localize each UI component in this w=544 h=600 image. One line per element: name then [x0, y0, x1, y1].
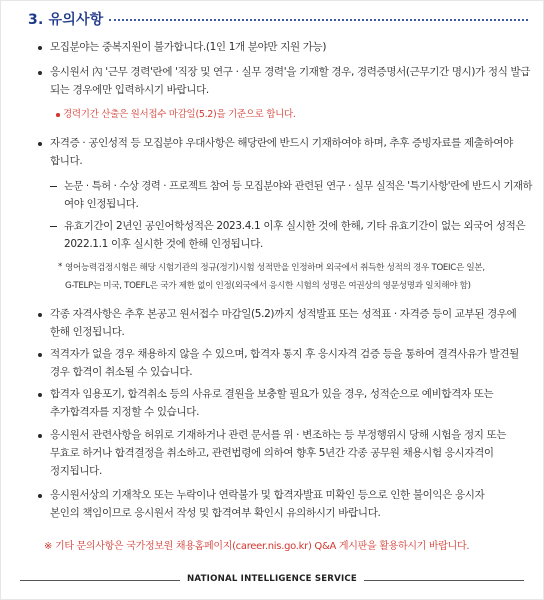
notice-item: 응시원서 內 '근무 경력'란에 '직장 및 연구 · 실무 경력'을 기재할 경우, 경력증명서(근무기간 명시)가 정식 발급 [50, 66, 531, 78]
sub-item: 유효기간이 2년인 공인어학성적은 2023.4.1 이후 실시한 것에 한해, 기타 유효기간이 없는 외국어 성적은 [64, 220, 526, 232]
bullet-icon [38, 393, 42, 397]
notice-item: 모집분야는 중복지원이 불가합니다.(1인 1개 분야만 지원 가능) [50, 41, 327, 53]
bullet-icon [38, 494, 42, 498]
notice-item: 자격증 · 공인성적 등 모집분야 우대사항은 해당란에 반드시 기재하여야 하며, 추후 증빙자료를 제출하여야 [50, 137, 513, 149]
notice-item-cont: 한해 인정됩니다. [50, 326, 125, 338]
notice-item-cont: 추가합격자를 지정할 수 있습니다. [50, 406, 200, 418]
bullet-icon [38, 142, 42, 146]
notice-item: 적격자가 없을 경우 채용하지 않을 수 있으며, 합격자 통지 후 응시자격 검증 등을 통하여 결격사유가 발견될 [50, 348, 519, 360]
sub-item-cont: 여야 인정됩니다. [64, 198, 139, 210]
bullet-icon [38, 353, 42, 357]
dash-icon [50, 226, 57, 227]
notice-item: 응시원서 관련사항을 허위로 기재하거나 관련 문서를 위 · 변조하는 등 부정행위시 당해 시험을 정지 또는 [50, 429, 507, 441]
notice-item: 응시원서상의 기재착오 또는 누락이나 연락불가 및 합격자발표 미확인 등으로 인한 불이익은 응시자 [50, 489, 485, 501]
note-bullet-icon [56, 113, 60, 117]
section-title: 3. 유의사항 [28, 12, 104, 28]
sub-item-cont: 2022.1.1 이후 실시한 것에 한해 인정됩니다. [64, 238, 263, 250]
english-test-note: 영어능력검정시험은 해당 시험기관의 정규(정기)시험 성적만을 인정하며 외국에서 취득한 성적의 경우 TOEIC은 일본, [65, 263, 485, 273]
sub-item: 논문 · 특허 · 수상 경력 · 프로젝트 참여 등 모집분야와 관련된 연구 · 실무 실적은 '특기사항'란에 반드시 기재하 [64, 180, 533, 192]
career-period-note: 경력기간 산출은 원서접수 마감일(5.2)을 기준으로 합니다. [63, 109, 296, 120]
notice-item-cont: 경우 합격이 취소될 수 있습니다. [50, 366, 193, 378]
english-test-note-cont: G-TELP는 미국, TOEFL은 국가 제한 없이 인정(외국에서 응시한 시험의 성명은 여권상의 영문성명과 일치해야 함) [65, 281, 471, 291]
notice-item-cont: 정지됩니다. [50, 465, 102, 477]
bullet-icon [38, 71, 42, 75]
notice-item-cont: 본인의 책임이므로 응시원서 작성 및 합격여부 확인시 유의하시기 바랍니다. [50, 507, 381, 519]
contact-note: ※ 기타 문의사항은 국가정보원 채용홈페이지(career.nis.go.kr) Q&A 게시판을 활용하시기 바랍니다. [44, 541, 470, 552]
footer-label: NATIONAL INTELLIGENCE SERVICE [180, 574, 364, 584]
notice-item: 합격자 임용포기, 합격취소 등의 사유로 결원을 보충할 필요가 있을 경우, 성적순으로 예비합격자 또는 [50, 388, 494, 400]
notice-item-cont: 무효로 하거나 합격결정을 취소하고, 관련법령에 의하여 향후 5년간 각종 공무원 채용시험 응시자격이 [50, 447, 494, 459]
dash-icon [50, 186, 57, 187]
bullet-icon [38, 46, 42, 50]
bullet-icon [38, 434, 42, 438]
notice-item-cont: 되는 경우에만 입력하시기 바랍니다. [50, 84, 209, 96]
bullet-icon [38, 313, 42, 317]
notice-item-cont: 합니다. [50, 155, 83, 167]
asterisk-icon: * [58, 262, 62, 272]
footer-title [0, 574, 544, 584]
notice-item: 각종 자격사항은 추후 본공고 원서접수 마감일(5.2)까지 성적발표 또는 성적표 · 자격증 등이 교부된 경우에 [50, 308, 517, 320]
